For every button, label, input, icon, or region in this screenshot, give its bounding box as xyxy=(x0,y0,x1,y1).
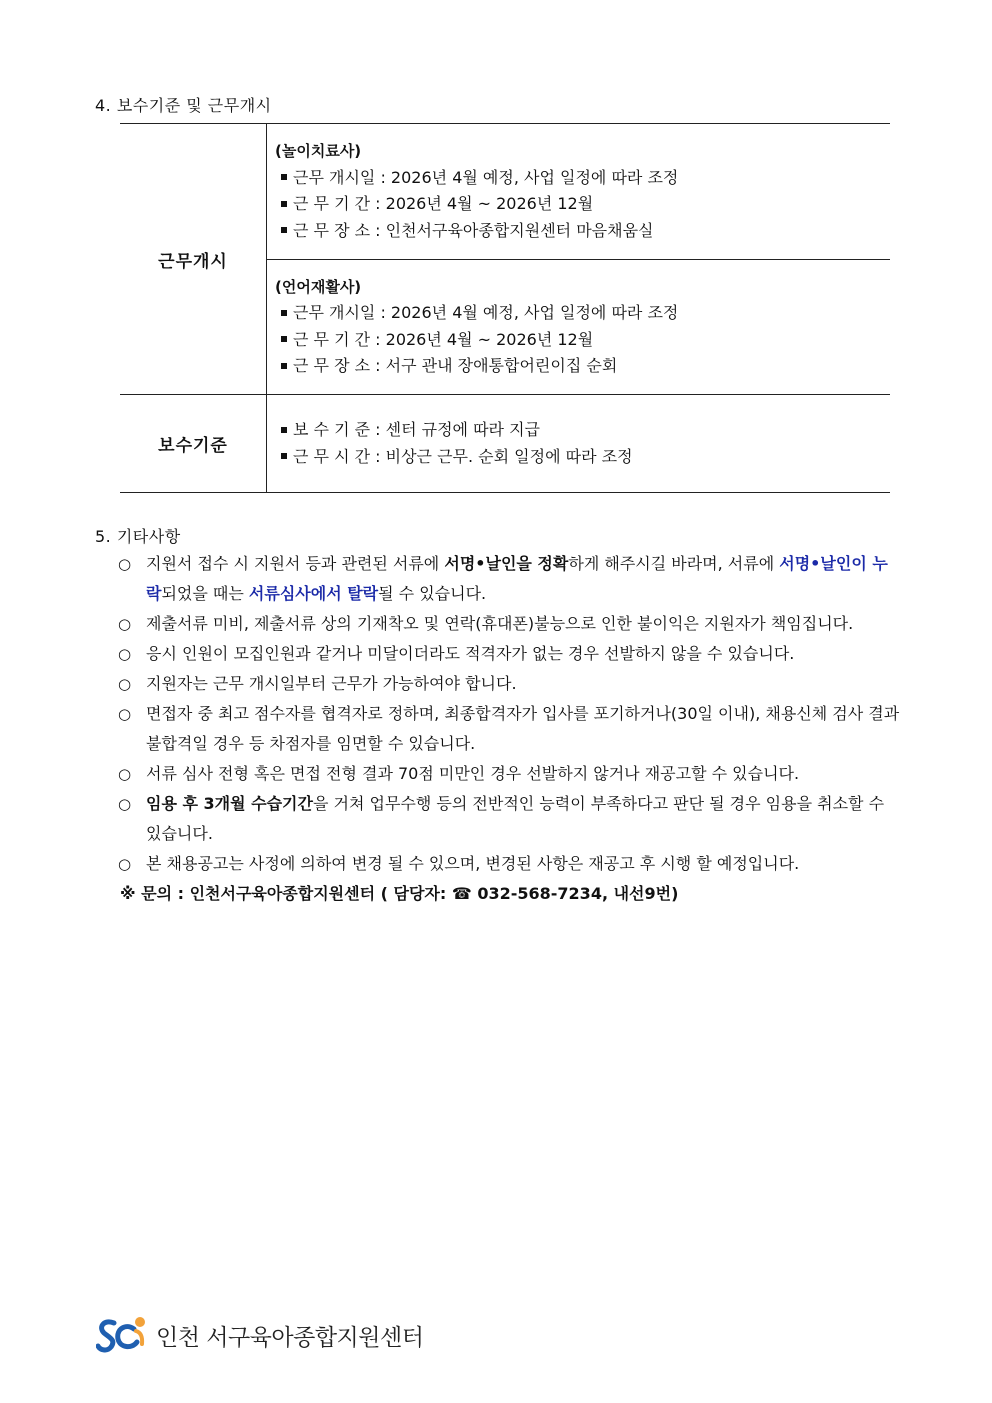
square-bullet-icon xyxy=(281,453,287,459)
note-signature: ○ 지원서 접수 시 지원서 등과 관련된 서류에 서명•날인을 정확하게 해주시길 바라며, 서류에 서명•날인이 누락되었을 때는 서류심사에서 탈락될 수 있습니다. xyxy=(118,549,903,609)
note-applicants: ○ 응시 인원이 모집인원과 같거나 미달이더라도 적격자가 없는 경우 선발하지 않을 수 있습니다. xyxy=(118,639,903,669)
center-logo-icon xyxy=(96,1314,150,1356)
circle-bullet-icon: ○ xyxy=(118,555,132,573)
list-item: 근 무 기 간 : 2026년 4월 ~ 2026년 12월 xyxy=(275,327,890,354)
footer xyxy=(96,1313,423,1357)
square-bullet-icon xyxy=(281,227,287,233)
note-documents: ○ 제출서류 미비, 제출서류 상의 기재착오 및 연락(휴대폰)불능으로 인한 불이익은 지원자가 책임집니다. xyxy=(118,609,903,639)
section-4-title: 4. 보수기준 및 근무개시 xyxy=(95,96,272,115)
square-bullet-icon xyxy=(281,336,287,342)
section-5-title: 5. 기타사항 xyxy=(95,527,181,546)
note-start-date: ○ 지원자는 근무 개시일부터 근무가 가능하여야 합니다. xyxy=(118,669,903,699)
list-item: 근 무 시 간 : 비상근 근무. 순회 일정에 따라 조정 xyxy=(275,444,890,471)
list-item: 근무 개시일 : 2026년 4월 예정, 사업 일정에 따라 조정 xyxy=(275,165,890,192)
circle-bullet-icon: ○ xyxy=(118,795,132,813)
circle-bullet-icon: ○ xyxy=(118,645,132,663)
circle-bullet-icon: ○ xyxy=(118,855,132,873)
list-item: 근무 개시일 : 2026년 4월 예정, 사업 일정에 따라 조정 xyxy=(275,300,890,327)
speech-therapist-cell xyxy=(267,259,891,395)
note-changes: ○ 본 채용공고는 사정에 의하여 변경 될 수 있으며, 변경된 사항은 재공고 후 시행 할 예정입니다. xyxy=(118,849,903,879)
square-bullet-icon xyxy=(281,201,287,207)
play-therapist-subtitle: (놀이치료사) xyxy=(275,142,362,160)
square-bullet-icon xyxy=(281,427,287,433)
circle-bullet-icon: ○ xyxy=(118,705,132,723)
circle-bullet-icon: ○ xyxy=(118,615,132,633)
play-therapist-cell xyxy=(267,124,891,260)
pay-label: 보수기준 xyxy=(120,395,267,493)
contact-line: ※ 문의 : 인천서구육아종합지원센터 ( 담당자: ☎ 032-568-7234, 내선9번) xyxy=(120,884,679,903)
square-bullet-icon xyxy=(281,174,287,180)
speech-therapist-subtitle: (언어재활사) xyxy=(275,277,362,296)
note-interview: ○ 면접자 중 최고 점수자를 협격자로 정하며, 최종합격자가 입사를 포기하거나(30일 이내), 채용신체 검사 결과 불합격일 경우 등 차점자를 임면할 수 있습니다. xyxy=(118,699,903,759)
list-item: 근 무 장 소 : 서구 관내 장애통합어린이집 순회 xyxy=(275,353,890,380)
work-conditions-table xyxy=(120,123,890,493)
list-item: 보 수 기 준 : 센터 규정에 따라 지급 xyxy=(275,417,890,444)
notes-list xyxy=(118,549,903,909)
circle-bullet-icon: ○ xyxy=(118,675,132,693)
footer-org-name: 인천 서구육아종합지원센터 xyxy=(156,1324,424,1351)
pay-cell xyxy=(267,395,891,493)
circle-bullet-icon: ○ xyxy=(118,765,132,783)
note-probation: ○ 임용 후 3개월 수습기간을 거쳐 업무수행 등의 전반적인 능력이 부족하다고 판단 될 경우 임용을 취소할 수 있습니다. xyxy=(118,789,903,849)
list-item: 근 무 장 소 : 인천서구육아종합지원센터 마음채움실 xyxy=(275,218,890,245)
work-start-label: 근무개시 xyxy=(120,124,267,395)
square-bullet-icon xyxy=(281,363,287,369)
note-score: ○ 서류 심사 전형 혹은 면접 전형 결과 70점 미만인 경우 선발하지 않거나 재공고할 수 있습니다. xyxy=(118,759,903,789)
square-bullet-icon xyxy=(281,310,287,316)
list-item: 근 무 기 간 : 2026년 4월 ~ 2026년 12월 xyxy=(275,191,890,218)
